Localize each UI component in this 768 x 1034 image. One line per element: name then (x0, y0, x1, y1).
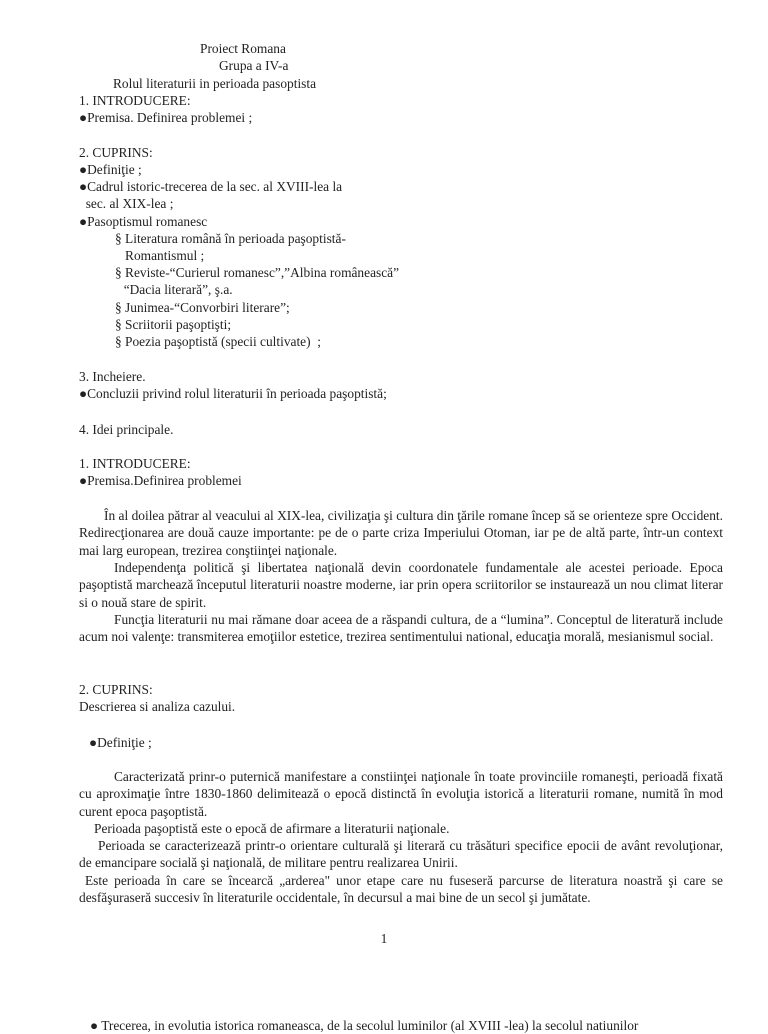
outline-sub-item: § Literatura română în perioada paşoptistă- (115, 231, 346, 246)
body-paragraph: Funcţia literaturii nu mai rămane doar aceea de a răspandi cultura, de a “lumina”. Conceptul de literatură include acum noi valenţe: transmiterea emoţiilor estetice, trezirea sentimentului national, educaţia morală, mesianismul social. (79, 612, 723, 645)
outline-end-heading: 3. Incheiere. (79, 369, 146, 384)
page-number: 1 (380, 931, 388, 946)
outline-sub-item: § Reviste-“Curierul romanesc”,”Albina românească” (115, 265, 400, 280)
definition-paragraph: Perioada paşoptistă este o epocă de afirmare a literaturii naţionale. (94, 821, 450, 836)
outline-item: ●Definiţie ; (79, 162, 142, 177)
group-label: Grupa a IV-a (219, 58, 289, 73)
outline-intro-item: ●Premisa. Definirea problemei ; (79, 110, 253, 125)
definition-paragraph: Este perioada în care se încearcă „arderea" unor etape care nu fuseseră parcurse de literatura noastră şi care se desfăşuraseră succesiv în literaturile occidentale, în decursul a mai bine de un secol şi jumătate. (79, 873, 723, 906)
outline-end-item: ●Concluzii privind rolul literaturii în perioada paşoptistă; (79, 386, 387, 401)
body-paragraph: Independenţa politică şi libertatea naţională devin coordonatele fundamentale ale acestei perioade. Epoca paşoptistă marchează începutul literaturii noastre moderne, iar prin opera scriitorilor se instaurează un nou climat literar si o nouă stare de spirit. (79, 560, 723, 610)
outline-ideas-heading: 4. Idei principale. (79, 422, 174, 437)
outline-sub-item: § Junimea-“Convorbiri literare”; (115, 300, 290, 315)
subject-line: Rolul literaturii in perioada pasoptista (113, 76, 317, 91)
outline-intro-heading: 1. INTRODUCERE: (79, 93, 191, 108)
definition-paragraph: Caracterizată prinr-o puternică manifestare a constiinţei naţionale în toate provinciile romaneşti, perioadă fixată cu aproximaţie între 1830-1860 delimitează o epocă distinctă în evoluţia istorică a literaturii romane, numită în mod curent epoca paşoptistă. (79, 769, 723, 819)
outline-sub-item: § Scriitorii paşoptişti; (115, 317, 232, 332)
body-definition-item: ●Definiţie ; (89, 735, 152, 750)
body-paragraph: În al doilea pătrar al veacului al XIX-lea, civilizaţia şi cultura din ţările romane încep să se orienteze spre Occident. Redirecţionarea are două cauze importante: pe de o parte criza Imperiului Otoman, iar pe de altă parte, într-un context mai larg european, trezirea conştiinţei naţionale. (79, 508, 723, 558)
definition-paragraph: Perioada se caracterizează printr-o orientare culturală şi literară cu trăsături specifice epocii de avânt revoluţionar, de emancipare socială şi naţională, de militare pentru realizarea Unirii. (79, 838, 723, 871)
outline-sub-item: § Poezia paşoptistă (specii cultivate) ; (115, 334, 322, 349)
outline-content-heading: 2. CUPRINS: (79, 145, 153, 160)
outline-item: ●Cadrul istoric-trecerea de la sec. al XVIII-lea la (79, 179, 343, 194)
outline-item: sec. al XIX-lea ; (79, 196, 174, 211)
document-title: Proiect Romana (200, 41, 286, 56)
outline-sub-item: “Dacia literară”, ş.a. (117, 282, 233, 297)
body-content-sub: Descrierea si analiza cazului. (79, 699, 236, 714)
body-intro-heading: 1. INTRODUCERE: (79, 456, 191, 471)
outline-item: ●Pasoptismul romanesc (79, 214, 208, 229)
body-content-heading: 2. CUPRINS: (79, 682, 153, 697)
body-intro-item: ●Premisa.Definirea problemei (79, 473, 242, 488)
next-page-fragment: ● Trecerea, in evolutia istorica romaneasca, de la secolul luminilor (al XVIII -lea) la secolul natiunilor (90, 1018, 639, 1033)
outline-sub-item: Romantismul ; (115, 248, 205, 263)
